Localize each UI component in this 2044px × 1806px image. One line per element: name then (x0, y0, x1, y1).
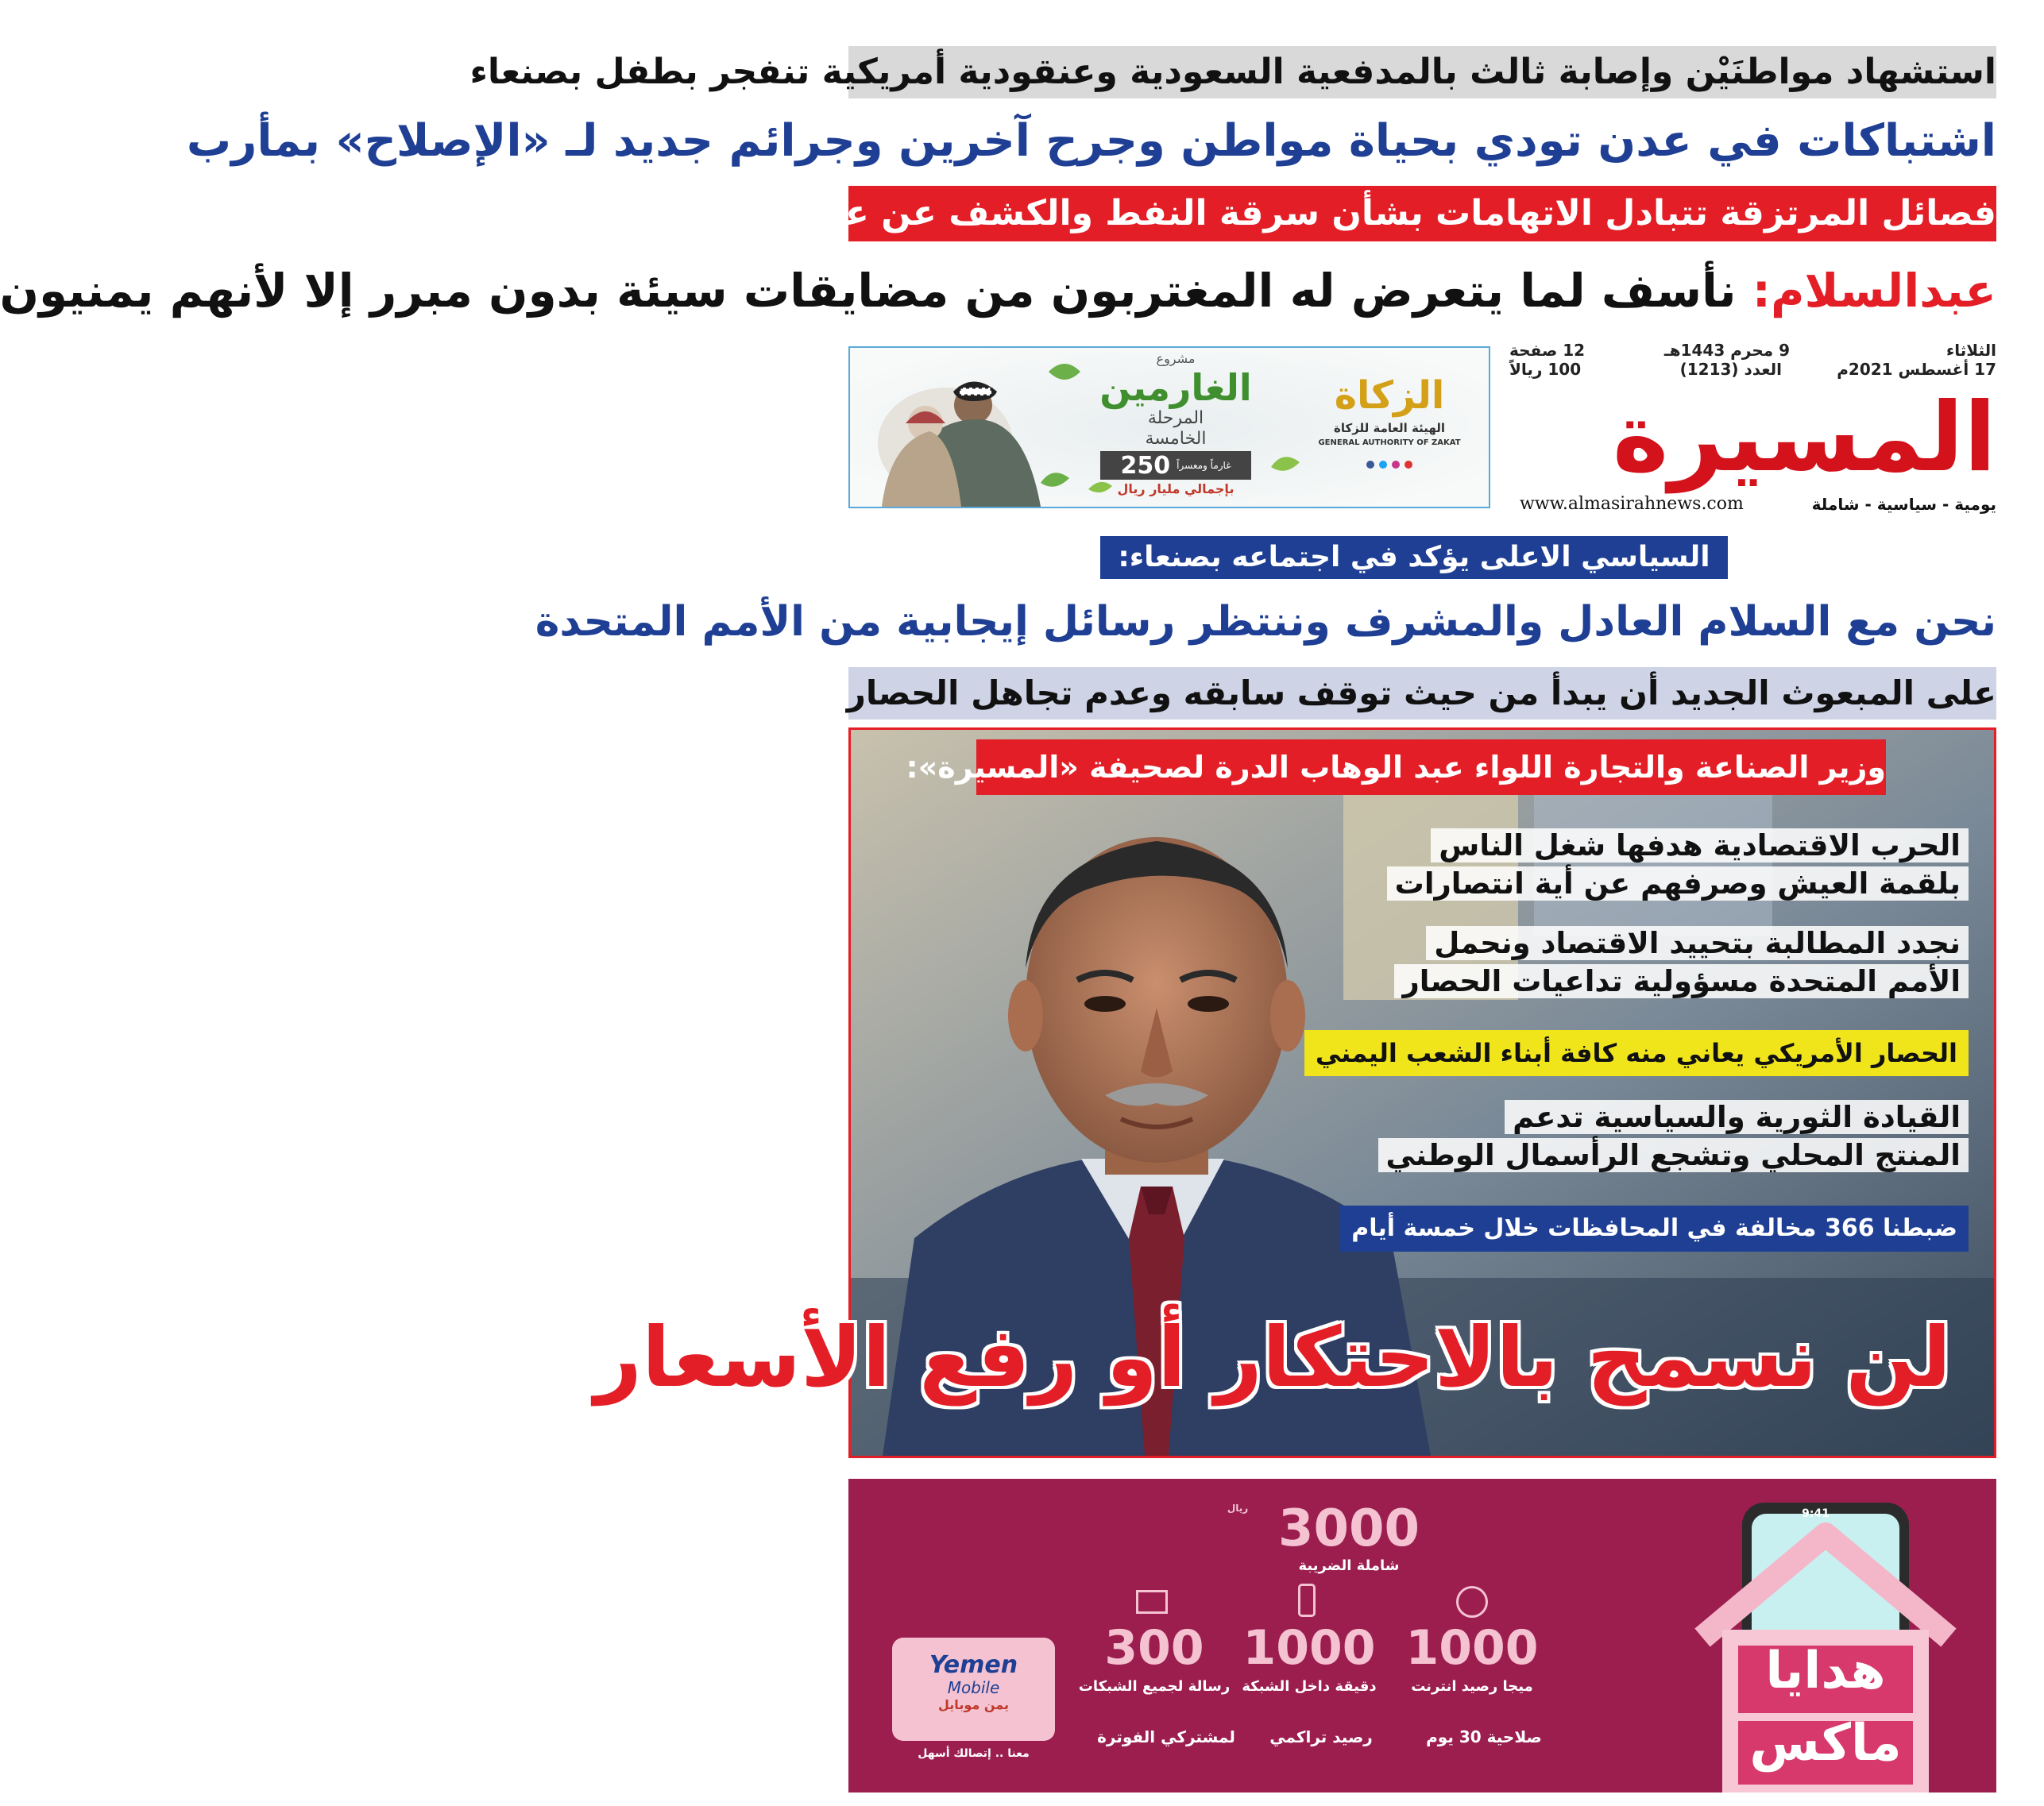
headline-4-text: نأسف لما يتعرض له المغتربون من مضايقات سيئة بدون مبرر إلا لأنهم يمنيون (0, 264, 1737, 318)
project-total: بإجمالي مليار ريال (1117, 481, 1235, 496)
brand-ar: يمن موبايل (938, 1697, 1009, 1712)
minutes-label: دقيقة داخل الشبكة (1242, 1678, 1377, 1695)
quote-4-line-1: القيادة الثورية والسياسية تدعم (1505, 1100, 1969, 1134)
interview-main-headline: لن نسمح بالاحتكار أو رفع الأسعار (594, 1309, 1951, 1406)
minutes-value: 1000 (1242, 1620, 1376, 1676)
headline-1: استشهاد مواطنَيْن وإصابة ثالث بالمدفعية السعودية وعنقودية أمريكية تنفجر بطفل بصنعاء (848, 46, 1996, 98)
quote-1-line-2: بلقمة العيش وصرفهم عن أية انتصارات (1387, 866, 1969, 901)
interview-section (594, 727, 1996, 1458)
project-stage-number: الخامسة (1145, 429, 1207, 449)
project-count: 250 (1120, 451, 1171, 480)
brand-en-line-2: Mobile (947, 1678, 1000, 1697)
offer-price: 3000 (1277, 1499, 1420, 1558)
offer-price-note: شاملة الضريبة (1298, 1557, 1400, 1574)
social-icons (1314, 461, 1465, 469)
globe-icon (1456, 1586, 1488, 1618)
yemen-mobile-logo (892, 1638, 1055, 1741)
issue-date-gregorian: 17 أغسطس 2021م (1837, 360, 1996, 379)
mega-value: 1000 (1405, 1620, 1539, 1676)
project-count-box (1100, 451, 1251, 480)
envelope-icon (1136, 1590, 1168, 1614)
validity: صلاحية 30 يوم (1426, 1727, 1542, 1746)
youtube-icon (1405, 461, 1412, 469)
zakat-org-name-en: GENERAL AUTHORITY OF ZAKAT (1318, 438, 1461, 447)
facebook-icon (1366, 461, 1374, 469)
issue-date-hijri: 9 محرم 1443هـ (1663, 341, 1790, 360)
page-count: 12 صفحة (1509, 341, 1586, 360)
offer-name-line-2: ماكس (1749, 1714, 1902, 1773)
brand-slogan: معنا .. إتصالك أسهل (918, 1747, 1030, 1760)
zakat-logo-block (1314, 372, 1465, 491)
interview-kicker: وزير الصناعة والتجارة اللواء عبد الوهاب الدرة لصحيفة «المسيرة»: (976, 739, 1886, 795)
phone-time: 9:41 (1802, 1507, 1830, 1520)
quote-3: الحصار الأمريكي يعاني منه كافة أبناء الشعب اليمني (1304, 1030, 1969, 1076)
headline-2: اشتباكات في عدن تودي بحياة مواطن وجرح آخرين وجرائم جديد لـ «الإصلاح» بمأرب (186, 115, 1996, 167)
offer-currency: ريال (1227, 1503, 1249, 1514)
project-name: الغارمين (1099, 366, 1252, 409)
headline-3: فصائل المرتزقة تتبادل الاتهامات بشأن سرقة النفط والكشف عن عمليات نهب كبرى (848, 186, 1996, 241)
quote-2 (1394, 924, 1969, 1001)
brand-en-line-1: Yemen (929, 1651, 1018, 1679)
headline-4 (0, 253, 1996, 329)
political-subheadline: على المبعوث الجديد أن يبدأ من حيث توقف سابقه وعدم تجاهل الحصار (848, 667, 1996, 720)
masthead (1500, 338, 1996, 520)
twitter-icon (1379, 461, 1387, 469)
newspaper-logo: المسيرة (1612, 383, 1996, 493)
quote-1-line-1: الحرب الاقتصادية هدفها شغل الناس (1431, 828, 1969, 862)
yemen-mobile-advertisement (848, 1479, 1996, 1792)
sms-value: 300 (1104, 1620, 1204, 1676)
newspaper-tagline: يومية - سياسية - شاملة (1811, 495, 1996, 514)
phone-icon (1298, 1584, 1316, 1617)
project-count-label: غارماً ومعسراً (1177, 460, 1231, 471)
instagram-icon (1392, 461, 1400, 469)
quote-2-line-2: الأمم المتحدة مسؤولية تداعيات الحصار (1394, 964, 1969, 998)
offer-name-line-1: هدايا (1765, 1642, 1886, 1700)
quote-2-line-1: نجدد المطالبة بتحييد الاقتصاد ونحمل (1426, 926, 1969, 960)
postpaid-subscribers: لمشتركي الفوترة (1097, 1727, 1235, 1746)
issue-price: 100 ريالاً (1509, 360, 1582, 379)
quote-5: ضبطنا 366 مخالفة في المحافظات خلال خمسة أيام (1340, 1206, 1969, 1252)
political-kicker: السياسي الاعلى يؤكد في اجتماعه بصنعاء: (1100, 536, 1728, 579)
gharimeen-project-block (1072, 351, 1279, 507)
cumulative-balance: رصيد تراكمي (1269, 1727, 1373, 1746)
issue-day: الثلاثاء (1946, 341, 1996, 360)
headline-4-speaker: عبدالسلام: (1752, 264, 1996, 318)
project-stage: المرحلة (1147, 408, 1204, 428)
website-link[interactable]: www.almasirahnews.com (1520, 494, 1744, 514)
issue-number: العدد (1213) (1679, 360, 1782, 379)
zakat-org-name: الهيئة العامة للزكاة (1333, 421, 1446, 435)
quote-1 (1387, 827, 1969, 903)
zakat-logo: الزكاة (1334, 373, 1445, 418)
zakat-advertisement (848, 346, 1490, 508)
mega-label: ميجا رصيد انترنت (1411, 1678, 1533, 1695)
political-headline: نحن مع السلام العادل والمشرف وننتظر رسائل إيجابية من الأمم المتحدة (535, 598, 1996, 646)
quote-4-line-2: المنتج المحلي وتشجع الرأسمال الوطني (1378, 1138, 1969, 1172)
sms-label: رسالة لجميع الشبكات (1078, 1678, 1231, 1695)
quote-4 (1378, 1098, 1969, 1175)
project-label: مشروع (1156, 351, 1196, 366)
